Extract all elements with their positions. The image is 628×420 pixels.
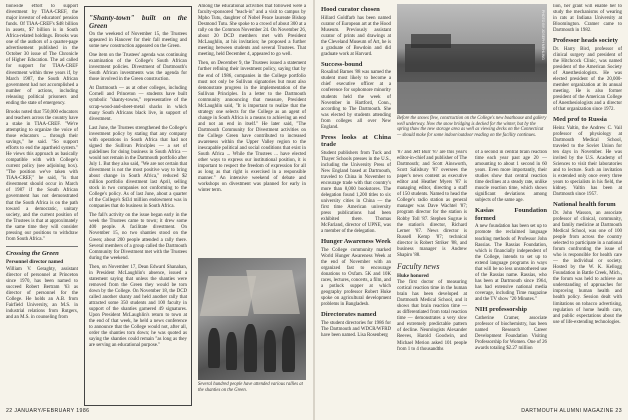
article-heading: Huke honored <box>397 272 429 279</box>
section-heading: Faculty news <box>397 261 440 271</box>
paragraph: Then, on November 17, Dean Edward Shanahan, in President McLaughlin's absence, issued a statement saying that unless the shanties were removed from the Green they would be torn down by the College. On November 18, the DCD called another shanty and held another rally that attracted some 350 students and 100 faculty in support of the shanties garnered 49 signatures. Upon President McLaughlin's return to town at the end of that week, he held a news conference to announce that the College would not, after all, order the shanties torn down; he was quoted as saying the shanties could remain "as long as they are serving an educational purpose." <box>89 264 187 349</box>
article-heading: Success-bound <box>321 60 363 68</box>
article-heading: Hood curator chosen <box>321 6 380 13</box>
box-title: "Shanty-town" built on the Green <box>89 14 187 30</box>
paragraph: One item on the Trustees' agenda was continuing examination of the College's South African investment policies. Divestment of Dartmouth's South African investments was the agenda for those involved in the Green construction. <box>89 53 187 83</box>
right-column-2 <box>397 150 467 406</box>
boathouse-photo-block <box>397 4 547 138</box>
article-heading: Personnel director named <box>6 259 64 266</box>
left-page <box>0 0 313 420</box>
paragraph: Dr. John Wasson, an associate professor of clinical, community, and family medicine at Dartmouth Medical School, was one of 100 people from across the country selected to participate in a national forum confronting the issue of who is responsible for health care — the individual or society. Hosted by the W. K. Kellogg Foundation in Battle Creek, Mich., the forum was held to achieve an understanding of approaches for improving human health and health policy. Session dealt with limitations on tobacco advertising, regulation of home health care, and public expectations about the use of life-extending technologies. <box>553 210 622 325</box>
paragraph: Heinz Valtin, the Andrew C. Vail professor of physiology at Dartmouth Medical School, traveled to the Soviet Union for ten days in November. He was invited by the U.S. Academy of Sciences to visit their laboratories and to lecture. Such an invitation is extended only once every three years to specialists in his field, the kidney. Valtin has been at Dartmouth since 1957. <box>553 125 622 198</box>
article-heading: Kasias Foundation formed <box>475 207 547 222</box>
paragraph: lion, her grant will enable her to study the mechanisms of wearing in rats at Indiana University at Bloomington. Cramer came to Dartmouth in 1982. <box>553 4 622 34</box>
right-column-1 <box>321 4 391 406</box>
paragraph: '87 and Jeff Burr '87 are this year's editor-in-chief and publisher of The Dartmouth; and Scott Ainsworth, Scott Salisbury '87 oversees the paper's news content as executive editor and Heather Myers '87 is managing editor, directing a staff of 150 students. Named to head the College's radio station as general manager was Dave Wachtel '87; program director for the station is Robby Toll '87. Stephen Sugrue is the station's director, Richard Lerner '87. News director is Russell Kemp '87; technical director is Robert Striker '88, and business manager is Andrew Shapiro '88. <box>397 150 467 258</box>
photo-caption: Several hundred people have attended various rallies at the shanties on the Green. <box>198 382 303 393</box>
paragraph: At Dartmouth — as at other colleges, including Cornell and Princeton — students have built symbolic "shanty-towns," representative of the scrap-wood-and-sheet-metal shacks in which many South Africans black live, in support of divestment. <box>89 86 187 122</box>
shanty-town-box <box>84 6 192 406</box>
article-heading: Med prof to Russia <box>553 116 607 124</box>
paragraph: Rosalind Barnes '88 was named the student most likely to become a chief executive officer at a conference for sophomore minority students held the week of November in Hartford, Conn., according to The Dartmouth. She was elected by students attending from colleges all over New England. <box>321 70 391 130</box>
photo-credit: PHOTO BY JOSEPH MEHLING <box>541 10 545 60</box>
divider <box>6 246 78 247</box>
section-heading: Crossing the Green <box>6 249 59 257</box>
paragraph: Student publishers from Tuck and Thayer Schools presses in the U.S., including the University Press of New England based at Dartmouth, traveled to China in November to encourage trade with that country's more than 8,000 bookstores. The delegation found 1,200 titles to six university cities in China — the first time American university press publications had been exhibited there. Thomas McFarland, director of UPNE, was a member of the delegation. <box>321 150 391 235</box>
boathouse-photo <box>397 4 547 114</box>
left-column-1 <box>6 4 78 406</box>
article-heading: Professor heads society <box>553 37 618 45</box>
article-heading: Directorates named <box>321 311 377 319</box>
paragraph: William V. Geraghty, assistant director of personnel at Princeton since 1970, has been named to succeed Robert Bertram '63 as director of personnel for the College. He holds an A.B. from Fairfield University, an M.S. in industrial relations from Rutgers, and an M.S. in counseling from <box>6 266 78 320</box>
paragraph: tionwide effort to support divestment by TIAA-CREF, the major investor of educators' pension funds. Of TIAA-CREF's $48 billion in assets, $7 billion is in South Africa-related holdings. Brooks was one of the authors of a quarter-page advertisement published in the October 30 issue of The Chronicle of Higher Education. The ad called for support for TIAA-CREF divestment within three years if, by March 1987, the South African government had not accomplished a number of actions, including releasing political prisoners and ending the state of emergency. <box>6 4 78 106</box>
paragraph: The fall's activity on the issue began early in the week the Trustees came to town; it drew some 400 people. A facilitate divestment. On November 15, no two shanties stood on the Green; about 200 people attended a rally there. Several members of a group called the Dartmouth Community for Divestment met with the Trustees during the weekend. <box>89 213 187 261</box>
right-column-4 <box>553 4 622 406</box>
article-heading: NIH professorship <box>475 306 528 314</box>
paragraph: Hillard Goldfarb has been named curator of European art at the Hood Museum. Previously assistant curator of prints and drawings at the Cleveland Museum of Art, he is a graduate of Bowdoin and did graduate work at Harvard. <box>321 15 391 57</box>
paragraph: The College community marked World Hunger Awareness Week at the end of November with an organized fast to encourage donations to Oxfam. 5K and 10K races, lectures, concerts, a film, and a potluck supper at which geography professor Robert Huke spoke on agricultural development problems in Bangladesh. <box>321 247 391 308</box>
paragraph: Then, on December 9, the Trustees issued a statement further refining their investment policy, saying that by the end of 1986, companies in the College portfolio must not only be Sullivan signatories but must also demonstrate progress in the implementation of the Sullivan Principles. In a letter to the Dartmouth community announcing that measure, President McLaughlin said, "It is important to realize that the strategy one selects for the College as an agent of change in South Africa is a means to achieving an end and not an end in itself." He later said, "The Dartmouth Community for Divestment activities on the College Green have contributed to increased awareness within the Upper Valley region to the inescapable political and social conditions that exist in South Africa ... While the Trustees ... have elected other ways to express our institutional position, it is important to respect the freedom of expression for all as long as that right is exercised in a responsible manner." An intensive weekend of debate and workshops on divestment was planned for early in winter term. <box>198 61 306 194</box>
paragraph: of a second in central brain reaction time each year past age 20 — amounting to about 1 second in 60 years. Even more importantly, their studies show that central reaction time declines at a steady rate, unlike muscle reaction time, which shows significant deviations among subjects of the same age. <box>475 150 547 204</box>
paragraph: Among the educational activities that followed were a faculty-sponsored "teach-in" and a visit to campus by Mpho Tutu, daughter of Nobel Peace laureate Bishop Desmond Tutu. She spoke to a crowd of about 300 at a rally on the Common November 24. On November 26, about 20 DCD members met with President McLaughlin, at his invitation; he proposed a further meeting between students and several Trustees. That meeting, held December 4, appeared to go well. <box>198 4 306 58</box>
page-footer: DARTMOUTH ALUMNI MAGAZINE 23 <box>521 408 622 414</box>
shanty-rally-photo <box>198 258 306 380</box>
paragraph: Catherine Cramer, associate professor of biochemistry, has been named Research Career Development Foundation Visiting Professorship for Women. One of 26 awards totaling $2.27 million <box>475 315 547 351</box>
article-heading: Hunger Awareness Week <box>321 238 391 246</box>
paragraph: A new foundation has been set up to promote the reclaimed language teaching methods of Professor John Rassias. The Rassias Foundation, which is financially independent of the College, intends to set up to extend language programs in ways that will be no less unsmothered use of the Rassias name. Rassias, who has been at Dartmouth since 1964, has had extensive national media coverage, including Time magazine and the TV show "20 Minutes." <box>475 224 547 302</box>
left-column-3 <box>198 4 306 254</box>
paragraph: Dr. Harry Bird, professor of clinical surgery and president of the Hitchcock Clinic, was named president of the American Society of Anesthesiologists. He was elected president of the 20,000-member organization at its annual meeting. He is also former president of the American College of Anesthesiologists and a director of that organization since 1972. <box>553 46 622 113</box>
paragraph: The student directories for 1986 for The Dartmouth and WDCR/WFRD have been named. Lisa Rosenberg <box>321 320 391 339</box>
photo-caption: Before the snows flew, construction on the College's new boathouse and gallery well underway. Now the snow bridging is decked for the winter, but by the spring thaw the new storage area as well as viewing decks on the Connecticut — should make for some indoor/outdoor reading on the facility continues. <box>397 116 547 138</box>
article-heading: National health forum <box>553 201 616 209</box>
paragraph: Brooks noted that 750,000 educators and teachers across the country have a stake in TIAA-CREF. "We're attempting to organize the voice of those educators ... through their savings," he said. "So support efforts to end the apartheid system." He views this approach as basically compatible with with College's current policy (see adjoining box). "The position we've taken with TIAA-CREF," he said, "is that divestment should occur in March of 1987 if the South African government has not demonstrated that the South Africa is on the path toward a democratic, unitary society, and the current position of the Trustees is that at approximately the same time they will consider pressing our positions to withdraw from South Africa." <box>6 109 78 242</box>
right-page <box>315 0 628 420</box>
page-footer: 22 JANUARY/FEBRUARY 1986 <box>6 408 90 414</box>
right-column-3 <box>475 150 547 406</box>
paragraph: The first doctor of measuring cortical reaction time in the human brain has been developed at Dartmouth Medical School, and it shows that brain reaction time — as differentiated from total reaction time — demonstrates a very slow and extremely predictable pattern of decline. Neurologists Alexander Reeves, Harold Goodwin, and Michael Merion asked 101 people from 1 to 4 thousandths <box>397 280 467 352</box>
paragraph: Last June, the Trustees strengthened the College's investment policy by stating that any company with operations in South Africa that had not signed the Sullivan Principles — a set of guidelines for doing business in South Africa — would not remain in the Dartmouth portfolio after July 1. But they also said, "We are not certain that divestment is not the most positive way to bring about change in South Africa," reduced $2 million portfolio divestment last April, selling stock in two companies not conforming to the College's policy. As of last June, about a quarter of the College's $434 million endowment was in companies that do business in South Africa. <box>89 125 187 210</box>
article-heading: Press looks at China trade <box>321 133 391 149</box>
shanty-photo-block <box>198 258 306 393</box>
paragraph: On the weekend of November 15, the Trustees appeared in Hanover for their fall meeting and some new construction appeared on the Green. <box>89 32 187 50</box>
